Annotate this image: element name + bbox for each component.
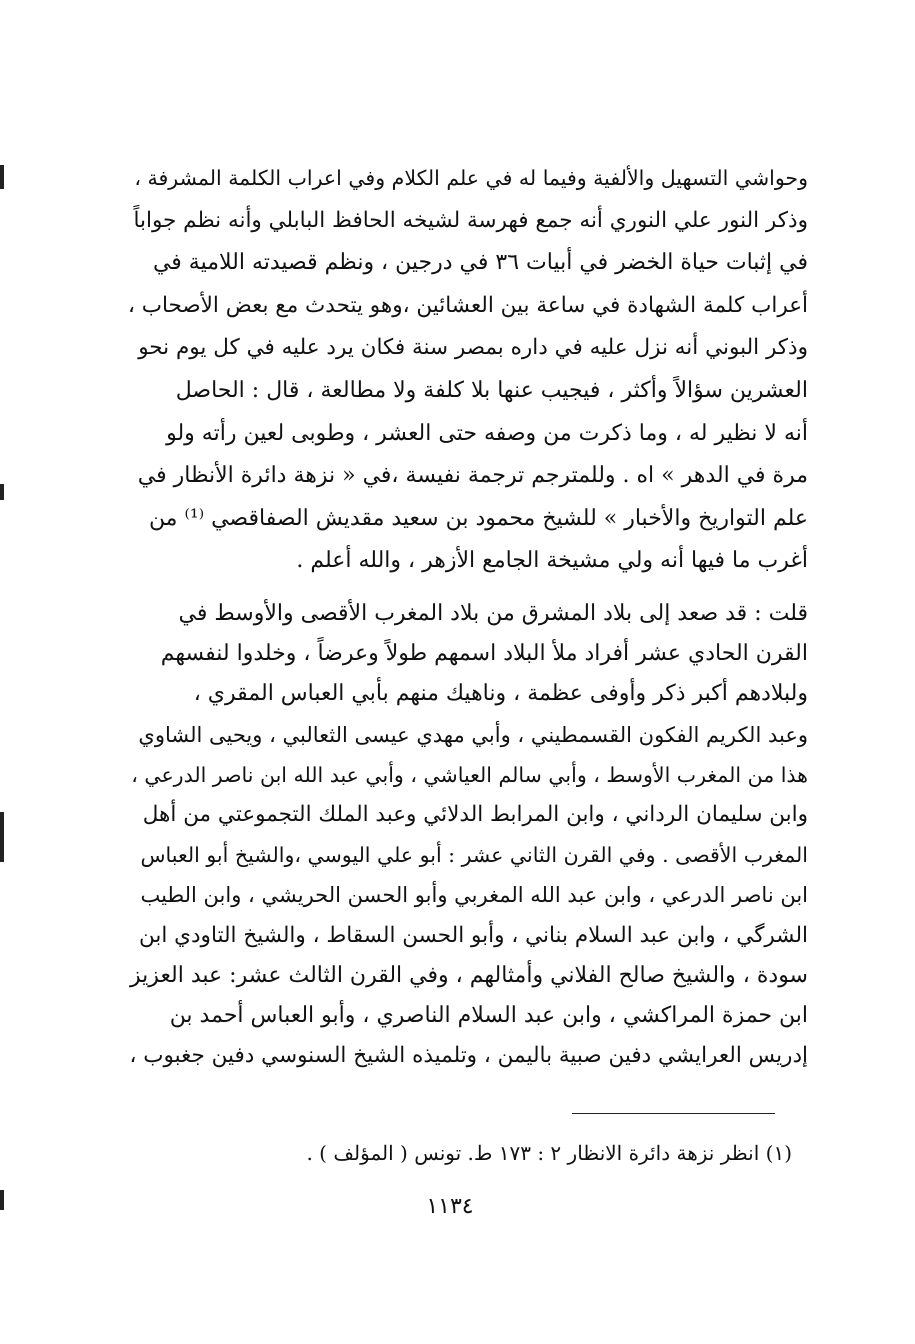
footnote: (١) انظر نزهة دائرة الانظار ٢ : ١٧٣ ط. تونس ( المؤلف ) . [306,1141,792,1165]
text-line: ابن حمزة المراكشي ، وابن عبد السلام الناصري ، وأبو العباس أحمد بن [169,1002,808,1028]
text-line: وذكر النور علي النوري أنه جمع فهرسة لشيخه الحافظ البابلي وأنه نظم جواباً [133,207,808,233]
text-line: أعراب كلمة الشهادة في ساعة بين العشائين ،وهو يتحدث مع بعض الأصحاب ، [128,292,808,318]
paragraph-1 [128,157,808,583]
text-line: علم التواريخ والأخبار » للشيخ محمود بن سعيد مقديش الصفاقصي ⁽¹⁾ من [148,505,808,531]
text-line: أنه لا نظير له ، وما ذكرت من وصفه حتى العشر ، وطوبى لعين رأته ولو [166,420,808,446]
page-number: ١١٣٤ [426,1194,474,1219]
scan-edge-mark [0,1190,4,1210]
scan-edge-mark [0,165,4,189]
text-line: المغرب الأقصى . وفي القرن الثاني عشر : أبو علي اليوسي ،والشيخ أبو العباس [140,843,808,868]
text-line: في إثبات حياة الخضر في أبيات ٣٦ في درجين ، ونظم قصيدته اللامية في [152,250,808,276]
text-line: مرة في الدهر » اه . وللمترجم ترجمة نفيسة ،في « نزهة دائرة الأنظار في [137,463,808,489]
text-line: سودة ، والشيخ صالح الفلاني وأمثالهم ، وفي القرن الثالث عشر: عبد العزيز [130,962,808,988]
scan-edge-mark [0,812,4,862]
text-line: أغرب ما فيها أنه ولي مشيخة الجامع الأزهر ، والله أعلم . [296,548,808,574]
scan-edge-mark [0,484,4,500]
text-line: قلت : قد صعد إلى بلاد المشرق من بلاد المغرب الأقصى والأوسط في [178,601,808,626]
footnote-divider [572,1113,775,1114]
text-line: الشرگي ، وابن عبد السلام بناني ، وأبو الحسن السقاط ، والشيخ التاودي ابن [139,922,808,948]
text-line: ابن ناصر الدرعي ، وابن عبد الله المغربي وأبو الحسن الحريشي ، وابن الطيب [140,883,808,908]
text-line: ولبلادهم أكبر ذكر وأوفى عظمة ، وناهيك منهم بأبي العباس المقري ، [193,681,808,707]
text-line: العشرين سؤالاً وأكثر ، فيجيب عنها بلا كلفة ولا مطالعة ، قال : الحاصل [175,377,808,403]
text-line: إدريس العرايشي دفين صبية باليمن ، وتلميذه الشيخ السنوسي دفين جغبوب ، [129,1043,808,1069]
text-line: هذا من المغرب الأوسط ، وأبي سالم العياشي ، وأبي عبد الله ابن ناصر الدرعي ، [131,762,808,787]
text-line: وحواشي التسهيل والألفية وفيما له في علم الكلام وفي اعراب الكلمة المشرفة ، [134,166,808,190]
text-line: القرن الحادي عشر أفراد ملأ البلاد اسمهم طولاً وعرضاً ، وخلدوا لنفسهم [160,641,808,667]
text-line: وذكر البوني أنه نزل عليه في داره بمصر سنة فكان يرد عليه في كل يوم نحو [138,335,808,361]
text-line: وابن سليمان الرداني ، وابن المرابط الدلائي وعبد الملك التجموعتي من أهل [142,801,808,827]
paragraph-2 [128,594,808,1076]
text-line: وعبد الكريم الفكون القسمطيني ، وأبي مهدي عيسى الثعالبي ، ويحيى الشاوي [138,722,808,747]
